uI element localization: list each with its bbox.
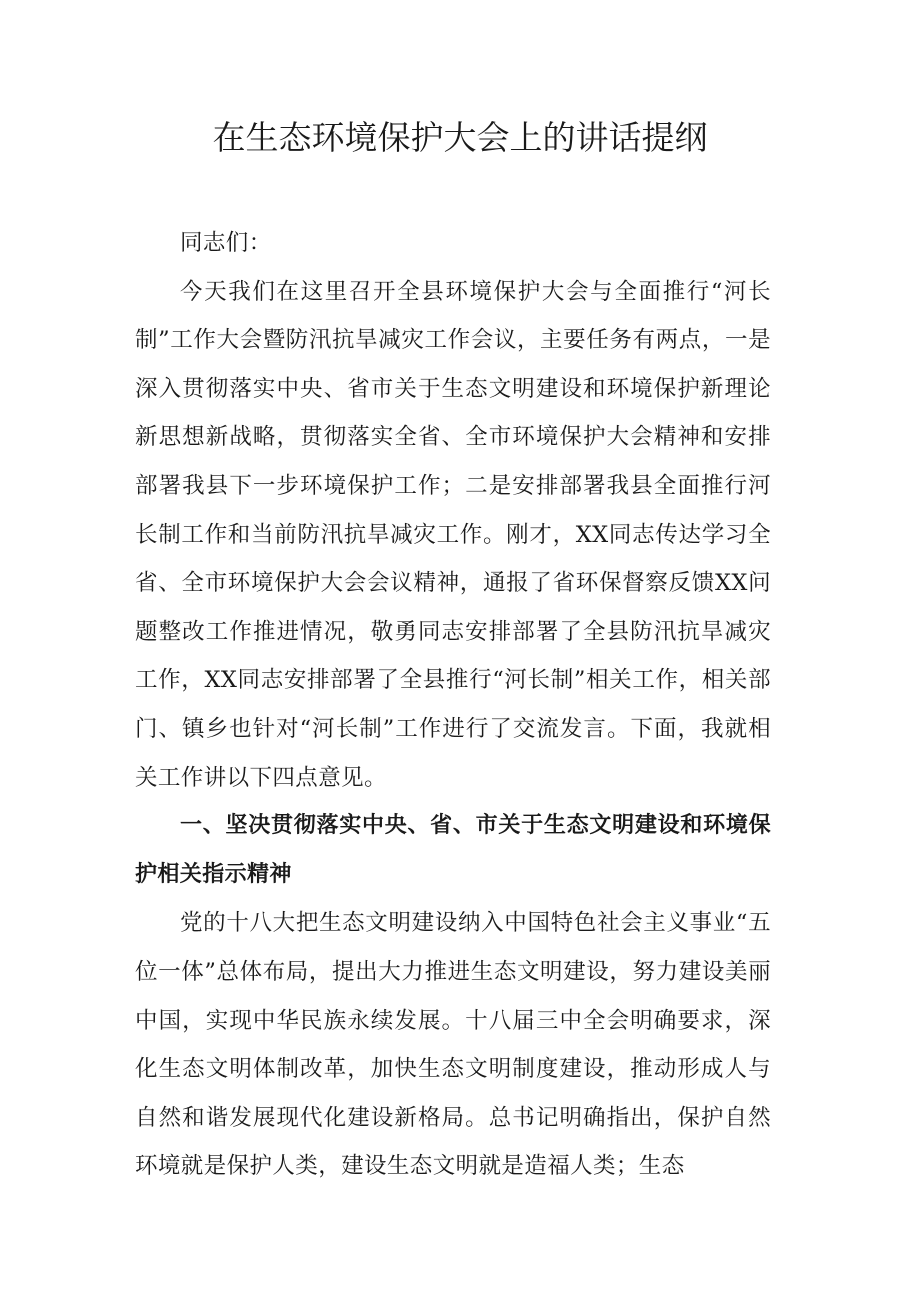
salutation: 同志们： xyxy=(180,230,272,256)
document-body xyxy=(135,219,771,1191)
document-title: 在生态环境保护大会上的讲话提纲 xyxy=(212,118,708,157)
section-heading-1: 一、坚决贯彻落实中央、省、市关于生态文明建设和环境保护相关指示精神 xyxy=(135,813,771,887)
intro-paragraph: 今天我们在这里召开全县环境保护大会与全面推行“河长制”工作大会暨防汛抗旱减灾工作会议，主要任务有两点，一是深入贯彻落实中央、省市关于生态文明建设和环境保护新理论新思想新战略，贯彻落实全省、全市环境保护大会精神和安排部署我县下一步环境保护工作；二是安排部署我县全面推行河长制工作和当前防汛抗旱减灾工作。刚才，XX同志传达学习全省、全市环境保护大会会议精神，通报了省环保督察反馈XX问题整改工作推进情况，敬勇同志安排部署了全县防汛抗旱减灾工作，XX同志安排部署了全县推行“河长制”相关工作，相关部门、镇乡也针对“河长制”工作进行了交流发言。下面，我就相关工作讲以下四点意见。 xyxy=(135,278,771,791)
section-paragraph-1: 党的十八大把生态文明建设纳入中国特色社会主义事业“五位一体”总体布局，提出大力推进生态文明建设，努力建设美丽中国，实现中华民族永续发展。十八届三中全会明确要求，深化生态文明体制改革，加快生态文明制度建设，推动形成人与自然和谐发展现代化建设新格局。总书记明确指出，保护自然环境就是保护人类，建设生态文明就是造福人类；生态 xyxy=(135,910,771,1180)
